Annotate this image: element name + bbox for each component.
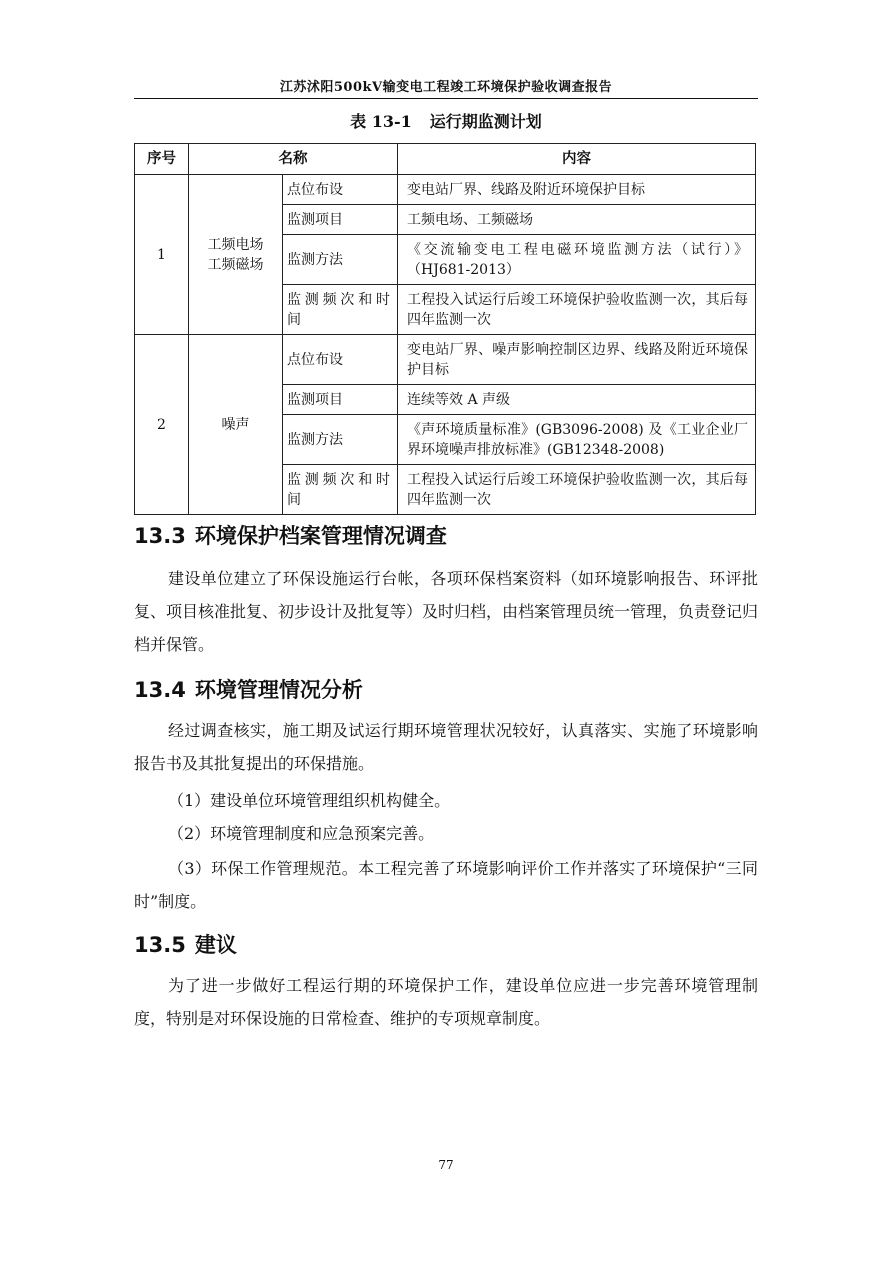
section-number: 13.4: [134, 678, 186, 702]
row-content: 《交流输变电工程电磁环境监测方法（试行）》（HJ681-2013）: [398, 235, 756, 285]
group-name-line: 工频电场: [207, 236, 264, 253]
section-title: 环境保护档案管理情况调查: [194, 524, 447, 548]
page-number: 77: [438, 1158, 454, 1172]
running-header: 江苏沭阳500kV输变电工程竣工环境保护验收调查报告: [279, 80, 613, 95]
header-rule: [134, 98, 758, 99]
section-heading-13-3: [134, 520, 447, 550]
group-number: 2: [135, 335, 189, 515]
row-item: 监测频次和时间: [283, 285, 398, 335]
section-number: 13.5: [134, 933, 186, 957]
row-item: 点位布设: [283, 175, 398, 205]
group-name: [189, 175, 283, 335]
section-heading-13-5: [134, 929, 237, 959]
paragraph: （3）环保工作管理规范。本工程完善了环境影响评价工作并落实了环境保护“三同时”制度。: [134, 859, 758, 911]
row-item: 监测方法: [283, 235, 398, 285]
paragraph: （2）环境管理制度和应急预案完善。: [168, 824, 435, 843]
monitoring-plan-table: [134, 143, 756, 515]
row-content: 连续等效 A 声级: [398, 385, 756, 415]
paragraph: 为了进一步做好工程运行期的环境保护工作，建设单位应进一步完善环境管理制度，特别是对环保设施的日常检查、维护的专项规章制度。: [134, 976, 758, 1028]
row-content: 工频电场、工频磁场: [398, 205, 756, 235]
group-number: 1: [135, 175, 189, 335]
table-caption: [134, 109, 758, 132]
section-title: 建议: [194, 933, 237, 957]
section-number: 13.3: [134, 524, 186, 548]
table-header-row: [135, 144, 756, 175]
row-content: 《声环境质量标准》(GB3096-2008) 及《工业企业厂界环境噪声排放标准》(GB12348-2008): [398, 415, 756, 465]
row-content: 变电站厂界、噪声影响控制区边界、线路及附近环境保护目标: [398, 335, 756, 385]
table-caption-number: 表 13-1: [350, 112, 412, 131]
column-header-no: 序号: [135, 144, 189, 175]
group-name: [189, 335, 283, 515]
section-title: 环境管理情况分析: [194, 678, 363, 702]
column-header-content: 内容: [398, 144, 756, 175]
paragraph: 建设单位建立了环保设施运行台帐，各项环保档案资料（如环境影响报告、环评批复、项目核准批复、初步设计及批复等）及时归档，由档案管理员统一管理，负责登记归档并保管。: [134, 569, 759, 654]
section-heading-13-4: [134, 674, 363, 704]
group-name-line: 工频磁场: [207, 256, 264, 273]
row-item: 监测项目: [283, 205, 398, 235]
row-item: 点位布设: [283, 335, 398, 385]
row-item: 监测项目: [283, 385, 398, 415]
group-name-line: 噪声: [221, 416, 250, 433]
row-content: 工程投入试运行后竣工环境保护验收监测一次，其后每四年监测一次: [398, 285, 756, 335]
paragraph: （1）建设单位环境管理组织机构健全。: [168, 791, 451, 810]
table-row: [135, 175, 756, 205]
row-content: 变电站厂界、线路及附近环境保护目标: [398, 175, 756, 205]
paragraph: 经过调查核实，施工期及试运行期环境管理状况较好，认真落实、实施了环境影响报告书及其批复提出的环保措施。: [134, 721, 758, 773]
table-row: [135, 335, 756, 385]
row-item: 监测方法: [283, 415, 398, 465]
row-content: 工程投入试运行后竣工环境保护验收监测一次，其后每四年监测一次: [398, 465, 756, 515]
column-header-name: 名称: [189, 144, 398, 175]
table-caption-title: 运行期监测计划: [429, 112, 542, 131]
row-item: 监测频次和时间: [283, 465, 398, 515]
